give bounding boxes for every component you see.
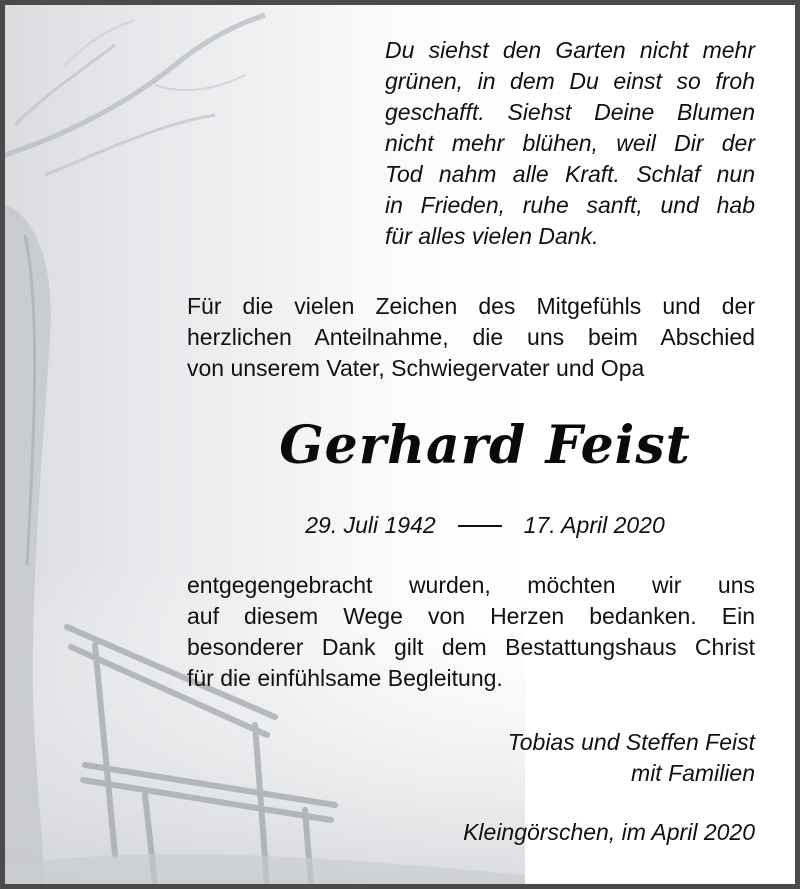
thanks-outro-line: für die einfühlsame Begleitung. — [187, 665, 503, 691]
poem-line: für alles vielen Dank. — [385, 223, 599, 249]
poem — [385, 35, 755, 252]
birth-date: 29. Juli 1942 — [305, 512, 436, 538]
poem-line: in Frieden, ruhe sanft, und hab — [385, 192, 755, 218]
deceased-name: Gerhard Feist — [279, 415, 691, 476]
thanks-intro — [187, 291, 755, 384]
life-dates — [185, 512, 785, 539]
poem-line: grünen, in dem Du einst so froh — [385, 68, 755, 94]
poem-line: Tod nahm alle Kraft. Schlaf nun — [385, 161, 755, 187]
signature-names: Tobias und Steffen Feist — [507, 729, 755, 755]
thanks-intro-line: Für die vielen Zeichen des Mitgefühls und der — [187, 293, 755, 319]
thanks-intro-line: von unserem Vater, Schwiegervater und Opa — [187, 355, 645, 381]
thanks-outro-line: auf diesem Wege von Herzen bedanken. Ein — [187, 603, 755, 629]
poem-line: nicht mehr blühen, weil Dir der — [385, 130, 755, 156]
poem-line: geschafft. Siehst Deine Blumen — [385, 99, 755, 125]
thanks-outro-line: besonderer Dank gilt dem Bestattungshaus Christ — [187, 634, 755, 660]
poem-line: Du siehst den Garten nicht mehr — [385, 37, 755, 63]
death-date: 17. April 2020 — [523, 512, 665, 538]
signature — [385, 727, 755, 789]
signature-families: mit Familien — [631, 760, 755, 786]
place-date: Kleingörschen, im April 2020 — [463, 819, 755, 845]
thanks-outro — [187, 570, 755, 694]
date-separator — [458, 525, 502, 527]
thanks-outro-line: entgegengebracht wurden, möchten wir uns — [187, 572, 755, 598]
thanks-intro-line: herzlichen Anteilnahme, die uns beim Abschied — [187, 324, 755, 350]
